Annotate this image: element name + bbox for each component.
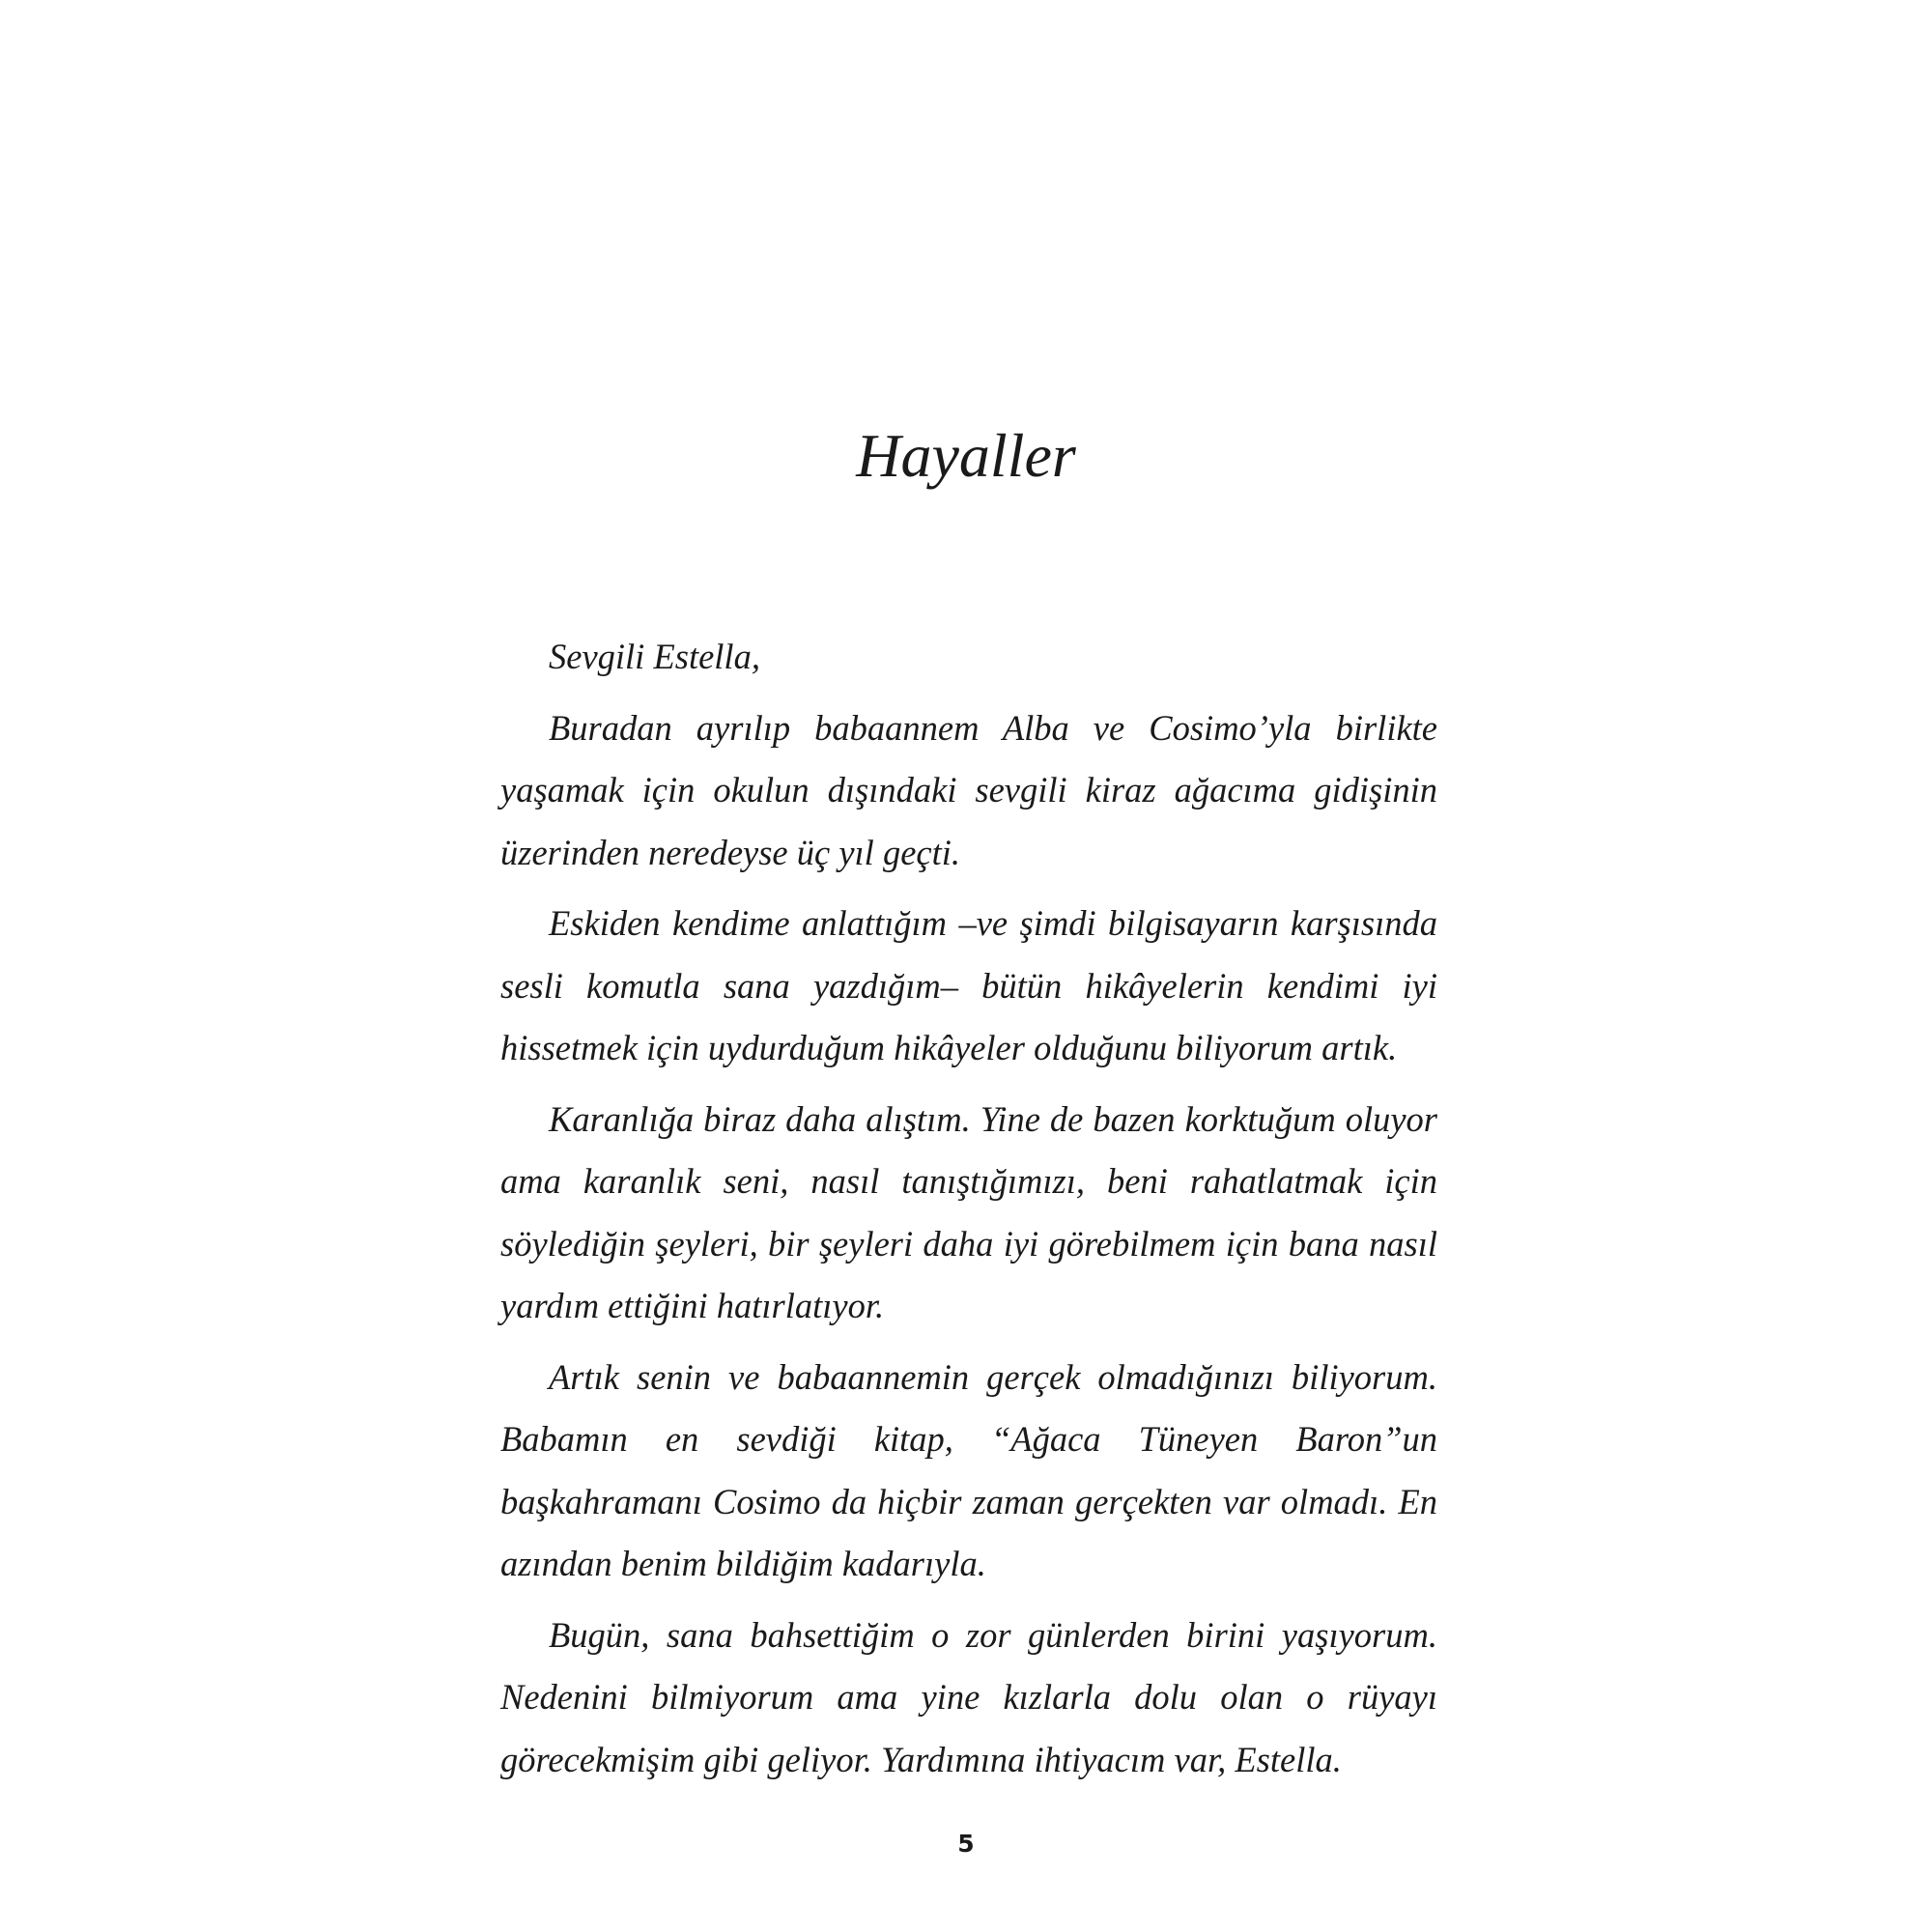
paragraph: Karanlığa biraz daha alıştım. Yine de bazen korktuğum oluyor ama karanlık seni, nasıl tanıştığımızı, beni rahatlatmak için söylediğin şeyleri, bir şeyleri daha iyi görebilmem için bana nasıl yardım ettiğini hatırlatıyor. [500, 1098, 1437, 1325]
paragraph: Bugün, sana bahsettiğim o zor günlerden birini yaşıyorum. Nedenini bilmiyorum ama yine kızlarla dolu olan o rüyayı görecekmişim gibi geliyor. Yardımına ihtiyacım var, Estella. [500, 1614, 1437, 1779]
paragraph: Eskiden kendime anlattığım –ve şimdi bilgisayarın karşısında sesli komutla sana yazdığım– bütün hikâyelerin kendimi iyi hissetmek için uydurduğum hikâyeler olduğunu biliyorum artık. [500, 903, 1437, 1067]
paragraph: Artık senin ve babaannemin gerçek olmadığınızı biliyorum. Babamın en sevdiği kitap, “Ağaca Tüneyen Baron”un başkahramanı Cosimo da hiçbir zaman gerçekten var olmadı. En azından benim bildiğim kadarıyla. [500, 1356, 1437, 1583]
salutation: Sevgili Estella, [549, 637, 760, 676]
page-number: 5 [957, 1830, 975, 1858]
paragraph: Buradan ayrılıp babaannem Alba ve Cosimo’yla birlikte yaşamak için okulun dışındaki sevgili kiraz ağacıma gidişinin üzerinden neredeyse üç yıl geçti. [500, 707, 1437, 872]
letter-body [500, 626, 1437, 1800]
chapter-title: Hayaller [856, 421, 1076, 490]
